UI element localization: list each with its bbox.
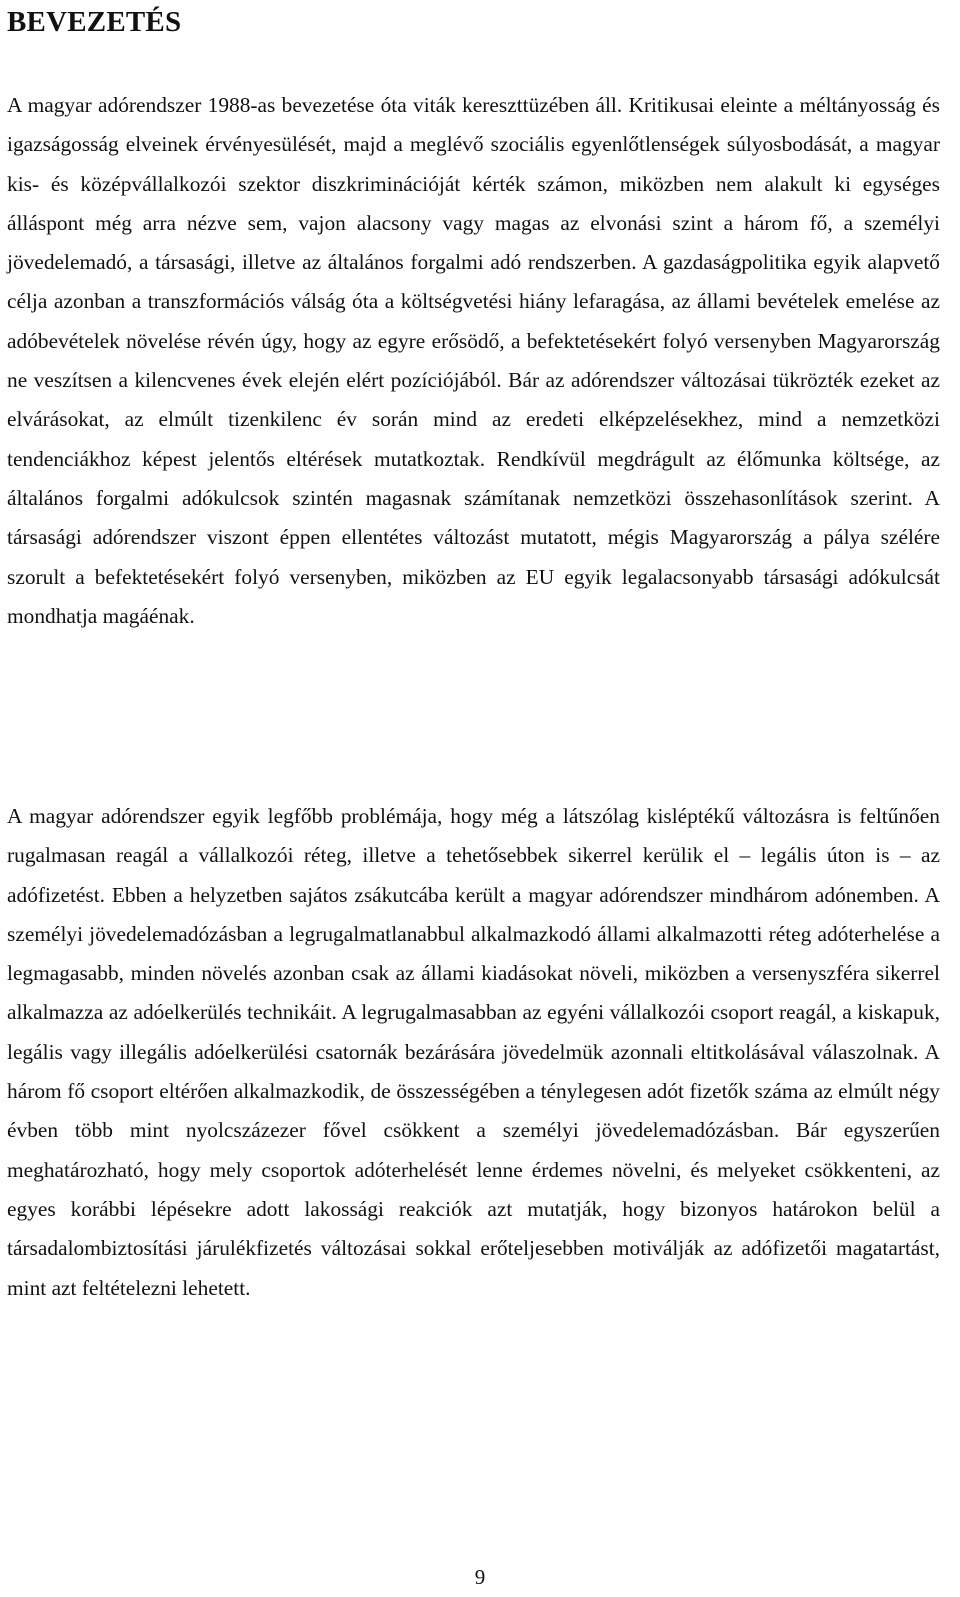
section-title: BEVEZETÉS	[7, 6, 182, 38]
paragraph-2: A magyar adórendszer egyik legfőbb problémája, hogy még a látszólag kisléptékű változásra is feltűnően rugalmasan reagál a vállalkozói réteg, illetve a tehetősebbek sikerrel kerülik el – legális úton is – az adófizetést. Ebben a helyzetben sajátos zsákutcába került a magyar adórendszer mindhárom adónemben. A személyi jövedelemadózásban a legrugalmatlanabbul alkalmazkodó állami alkalmazotti réteg adóterhelése a legmagasabb, minden növelés azonban csak az állami kiadásokat növeli, miközben a versenyszféra sikerrel alkalmazza az adóelkerülés technikáit. A legrugalmasabban az egyéni vállalkozói csoport reagál, a kiskapuk, legális vagy illegális adóelkerülési csatornák bezárására jövedelmük azonnali eltitkolásával válaszolnak. A három fő csoport eltérően alkalmazkodik, de összességében a ténylegesen adót fizetők száma az elmúlt négy évben több mint nyolcszázezer fővel csökkent a személyi jövedelemadózásban. Bár egyszerűen meghatározható, hogy mely csoportok adóterhelését lenne érdemes növelni, és melyeket csökkenteni, az egyes korábbi lépésekre adott lakossági reakciók azt mutatják, hogy bizonyos határokon belül a társadalombiztosítási járulékfizetés változásai sokkal erőteljesebben motiválják az adófizetői magatartást, mint azt feltételezni lehetett.	[7, 804, 940, 1300]
paragraph-1: A magyar adórendszer 1988-as bevezetése óta viták kereszttüzében áll. Kritikusai eleinte a méltányosság és igazságosság elveinek érvényesülését, majd a meglévő szociális egyenlőtlenségek súlyosbodását, a magyar kis- és középvállalkozói szektor diszkriminációját kérték számon, miközben nem alakult ki egységes álláspont még arra nézve sem, vajon alacsony vagy magas az elvonási szint a három fő, a személyi jövedelemadó, a társasági, illetve az általános forgalmi adó rendszerben. A gazdaságpolitika egyik alapvető célja azonban a transzformációs válság óta a költségvetési hiány lefaragása, az állami bevételek emelése az adóbevételek növelése révén úgy, hogy az egyre erősödő, a befektetésekért folyó versenyben Magyarország ne veszítsen a kilencvenes évek elején elért pozíciójából. Bár az adórendszer változásai tükrözték ezeket az elvárásokat, az elmúlt tizenkilenc év során mind az eredeti elképzelésekhez, mind a nemzetközi tendenciákhoz képest jelentős eltérések mutatkoztak. Rendkívül megdrágult az élőmunka költsége, az általános forgalmi adókulcsok szintén magasnak számítanak nemzetközi összehasonlítások szerint. A társasági adórendszer viszont éppen ellentétes változást mutatott, mégis Magyarország a pálya szélére szorult a befektetésekért folyó versenyben, miközben az EU egyik legalacsonyabb társasági adókulcsát mondhatja magáénak.	[7, 93, 940, 628]
page-number: 9	[474, 1565, 486, 1589]
